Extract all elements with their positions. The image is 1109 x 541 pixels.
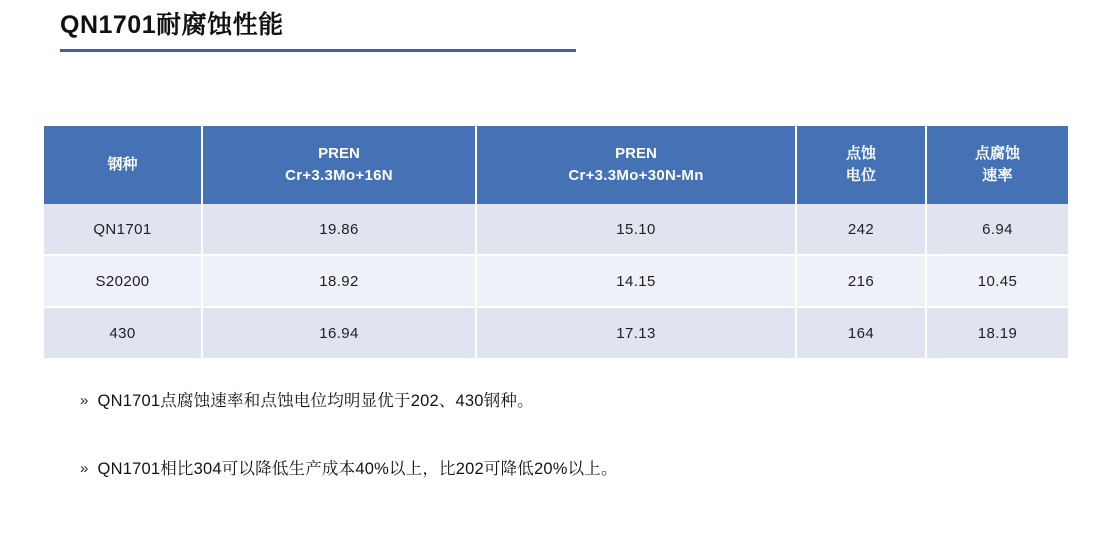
list-item [80,456,1060,482]
title-underline [60,49,576,52]
cell-pitting-potential: 242 [796,204,926,255]
table-row [44,307,1068,359]
cell-pren-30n-mn: 14.15 [476,255,796,307]
column-header-line2: 电位 [845,167,877,184]
column-header-pitting-potential [796,126,926,204]
column-header-line2: Cr+3.3Mo+16N [285,167,393,184]
corrosion-table [44,126,1068,360]
cell-pitting-rate: 18.19 [926,307,1068,359]
title-block [60,8,580,52]
cell-pren-16n: 18.92 [202,255,476,307]
column-header-line1: PREN [318,145,360,162]
bullet-text: QN1701点腐蚀速率和点蚀电位均明显优于202、430钢种。 [97,392,534,410]
cell-pitting-rate: 6.94 [926,204,1068,255]
column-header-line2: 速率 [982,167,1013,184]
bullet-marker-icon: » [80,392,89,409]
table-row [44,255,1068,307]
cell-pitting-rate: 10.45 [926,255,1068,307]
column-header-line1: PREN [615,145,657,162]
bullet-text: QN1701相比304可以降低生产成本40%以上，比202可降低20%以上。 [97,460,618,478]
column-header-line1: 钢种 [107,156,138,173]
corrosion-table-wrapper [44,126,1068,360]
cell-pren-16n: 16.94 [202,307,476,359]
column-header-line2: Cr+3.3Mo+30N-Mn [568,167,704,184]
column-header-line1: 点蚀 [845,145,876,162]
cell-pren-30n-mn: 15.10 [476,204,796,255]
table-row [44,204,1068,255]
cell-steel-grade: QN1701 [44,204,202,255]
table-header [44,126,1068,204]
cell-pitting-potential: 164 [796,307,926,359]
table-header-row [44,126,1068,204]
cell-steel-grade: 430 [44,307,202,359]
table-body [44,204,1068,359]
bullet-list [80,388,1060,524]
cell-steel-grade: S20200 [44,255,202,307]
column-header-pitting-rate [926,126,1068,204]
column-header-pren-16n [202,126,476,204]
column-header-pren-30n-mn [476,126,796,204]
cell-pren-16n: 19.86 [202,204,476,255]
cell-pren-30n-mn: 17.13 [476,307,796,359]
cell-pitting-potential: 216 [796,255,926,307]
list-item [80,388,1060,414]
bullet-marker-icon: » [80,460,89,477]
column-header-line1: 点腐蚀 [974,145,1020,162]
column-header-steel-grade [44,126,202,204]
page-title: QN1701耐腐蚀性能 [60,11,284,39]
